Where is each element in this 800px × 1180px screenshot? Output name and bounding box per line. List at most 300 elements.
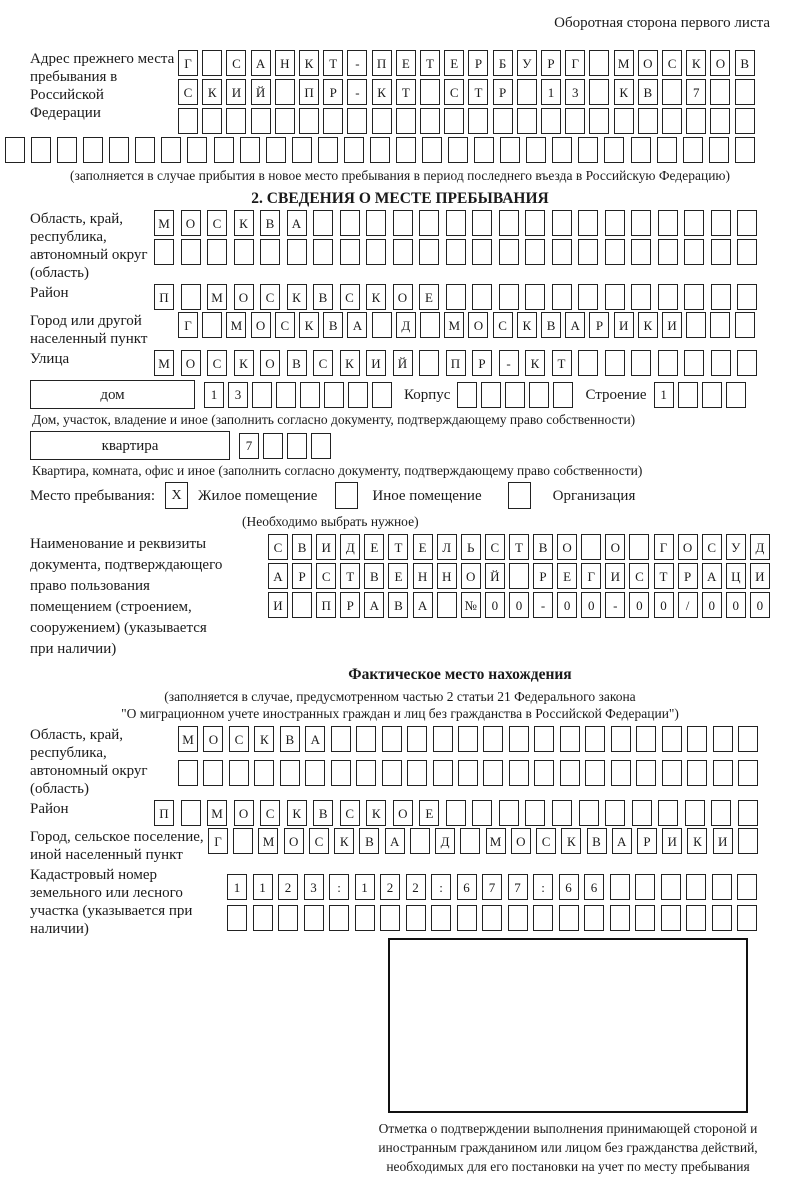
char-cell[interactable]: С (444, 79, 464, 105)
char-cell[interactable]: Е (444, 50, 464, 76)
char-cell[interactable] (726, 382, 746, 408)
char-cell[interactable]: 1 (355, 874, 375, 900)
char-cell[interactable]: У (726, 534, 746, 560)
zhiloe-checkbox[interactable]: X (165, 482, 188, 509)
char-cell[interactable] (280, 760, 300, 786)
char-cell[interactable]: К (234, 350, 254, 376)
char-cell[interactable] (304, 905, 324, 931)
prev-address-row-2[interactable] (178, 79, 755, 105)
char-cell[interactable] (344, 137, 364, 163)
char-cell[interactable]: Т (396, 79, 416, 105)
char-cell[interactable]: О (251, 312, 271, 338)
prev-address-row-1[interactable] (178, 50, 755, 76)
char-cell[interactable] (31, 137, 51, 163)
char-cell[interactable] (589, 108, 609, 134)
char-cell[interactable] (433, 760, 453, 786)
char-cell[interactable] (410, 828, 430, 854)
char-cell[interactable] (203, 760, 223, 786)
char-cell[interactable] (460, 828, 480, 854)
char-cell[interactable]: С (207, 350, 227, 376)
char-cell[interactable]: Е (419, 284, 439, 310)
char-cell[interactable] (560, 726, 580, 752)
char-cell[interactable] (318, 137, 338, 163)
char-cell[interactable] (738, 760, 758, 786)
char-cell[interactable]: 0 (750, 592, 770, 618)
char-cell[interactable] (735, 312, 755, 338)
char-cell[interactable] (662, 726, 682, 752)
char-cell[interactable]: 0 (629, 592, 649, 618)
char-cell[interactable] (446, 210, 466, 236)
char-cell[interactable] (552, 210, 572, 236)
dom-number-row[interactable] (204, 382, 392, 408)
char-cell[interactable] (686, 108, 706, 134)
char-cell[interactable] (437, 592, 457, 618)
char-cell[interactable] (420, 312, 440, 338)
char-cell[interactable] (202, 312, 222, 338)
kvartira-type-box[interactable]: квартира (30, 431, 230, 460)
char-cell[interactable]: 1 (227, 874, 247, 900)
char-cell[interactable]: 2 (380, 874, 400, 900)
char-cell[interactable]: С (485, 534, 505, 560)
char-cell[interactable] (712, 874, 732, 900)
char-cell[interactable]: Й (485, 563, 505, 589)
char-cell[interactable] (419, 239, 439, 265)
char-cell[interactable] (227, 905, 247, 931)
char-cell[interactable] (287, 433, 307, 459)
char-cell[interactable] (534, 760, 554, 786)
oblast-row-2[interactable] (154, 239, 757, 265)
char-cell[interactable] (499, 210, 519, 236)
char-cell[interactable] (472, 210, 492, 236)
char-cell[interactable]: Р (589, 312, 609, 338)
inoe-checkbox[interactable] (335, 482, 358, 509)
char-cell[interactable]: С (662, 50, 682, 76)
char-cell[interactable]: В (313, 800, 333, 826)
char-cell[interactable]: : (329, 874, 349, 900)
char-cell[interactable] (323, 108, 343, 134)
char-cell[interactable]: К (561, 828, 581, 854)
char-cell[interactable] (331, 726, 351, 752)
char-cell[interactable] (493, 108, 513, 134)
char-cell[interactable] (355, 905, 375, 931)
char-cell[interactable] (631, 137, 651, 163)
char-cell[interactable] (292, 137, 312, 163)
char-cell[interactable]: Р (678, 563, 698, 589)
char-cell[interactable]: Г (565, 50, 585, 76)
char-cell[interactable] (420, 79, 440, 105)
char-cell[interactable]: У (517, 50, 537, 76)
char-cell[interactable]: К (287, 284, 307, 310)
char-cell[interactable] (710, 79, 730, 105)
char-cell[interactable]: А (612, 828, 632, 854)
char-cell[interactable]: Д (750, 534, 770, 560)
char-cell[interactable] (181, 284, 201, 310)
char-cell[interactable] (541, 108, 561, 134)
char-cell[interactable] (287, 239, 307, 265)
char-cell[interactable]: И (316, 534, 336, 560)
char-cell[interactable] (57, 137, 77, 163)
char-cell[interactable]: Е (396, 50, 416, 76)
char-cell[interactable] (737, 239, 757, 265)
char-cell[interactable] (610, 905, 630, 931)
char-cell[interactable] (372, 382, 392, 408)
char-cell[interactable] (311, 433, 331, 459)
document-row-1[interactable] (268, 534, 770, 560)
char-cell[interactable]: В (735, 50, 755, 76)
char-cell[interactable] (457, 382, 477, 408)
char-cell[interactable]: 1 (654, 382, 674, 408)
char-cell[interactable] (631, 284, 651, 310)
char-cell[interactable] (712, 905, 732, 931)
char-cell[interactable] (313, 210, 333, 236)
char-cell[interactable] (738, 828, 758, 854)
char-cell[interactable]: П (446, 350, 466, 376)
char-cell[interactable] (709, 137, 729, 163)
char-cell[interactable] (472, 800, 492, 826)
char-cell[interactable] (154, 239, 174, 265)
char-cell[interactable] (253, 905, 273, 931)
char-cell[interactable] (638, 108, 658, 134)
char-cell[interactable]: О (511, 828, 531, 854)
char-cell[interactable]: Е (419, 800, 439, 826)
char-cell[interactable] (585, 760, 605, 786)
char-cell[interactable]: Й (393, 350, 413, 376)
char-cell[interactable]: М (207, 800, 227, 826)
char-cell[interactable]: 6 (559, 874, 579, 900)
char-cell[interactable] (448, 137, 468, 163)
char-cell[interactable]: Д (396, 312, 416, 338)
char-cell[interactable] (446, 284, 466, 310)
char-cell[interactable] (396, 137, 416, 163)
char-cell[interactable]: О (260, 350, 280, 376)
char-cell[interactable] (483, 726, 503, 752)
char-cell[interactable]: 2 (278, 874, 298, 900)
char-cell[interactable] (508, 905, 528, 931)
char-cell[interactable] (735, 79, 755, 105)
prev-address-row-3[interactable] (178, 108, 755, 134)
char-cell[interactable]: К (614, 79, 634, 105)
char-cell[interactable] (738, 726, 758, 752)
char-cell[interactable]: А (565, 312, 585, 338)
char-cell[interactable] (348, 382, 368, 408)
char-cell[interactable] (636, 726, 656, 752)
char-cell[interactable] (578, 239, 598, 265)
char-cell[interactable] (406, 905, 426, 931)
char-cell[interactable] (684, 284, 704, 310)
char-cell[interactable]: В (541, 312, 561, 338)
char-cell[interactable]: О (557, 534, 577, 560)
char-cell[interactable]: Р (493, 79, 513, 105)
char-cell[interactable] (499, 239, 519, 265)
char-cell[interactable]: И (268, 592, 288, 618)
char-cell[interactable]: Ц (726, 563, 746, 589)
char-cell[interactable] (605, 800, 625, 826)
char-cell[interactable]: 0 (654, 592, 674, 618)
char-cell[interactable]: О (468, 312, 488, 338)
char-cell[interactable] (661, 874, 681, 900)
char-cell[interactable] (499, 800, 519, 826)
char-cell[interactable] (631, 210, 651, 236)
char-cell[interactable]: С (260, 800, 280, 826)
char-cell[interactable] (509, 760, 529, 786)
char-cell[interactable]: Р (637, 828, 657, 854)
kadastr-row-2[interactable] (227, 905, 757, 931)
char-cell[interactable] (534, 726, 554, 752)
char-cell[interactable]: 1 (253, 874, 273, 900)
char-cell[interactable]: В (323, 312, 343, 338)
char-cell[interactable] (525, 239, 545, 265)
char-cell[interactable]: О (461, 563, 481, 589)
char-cell[interactable] (5, 137, 25, 163)
char-cell[interactable]: К (202, 79, 222, 105)
char-cell[interactable]: / (678, 592, 698, 618)
stroenie-row[interactable] (654, 382, 746, 408)
kadastr-row-1[interactable] (227, 874, 757, 900)
char-cell[interactable] (472, 239, 492, 265)
char-cell[interactable] (737, 210, 757, 236)
char-cell[interactable] (407, 726, 427, 752)
char-cell[interactable] (483, 760, 503, 786)
char-cell[interactable] (552, 800, 572, 826)
char-cell[interactable]: Ь (461, 534, 481, 560)
char-cell[interactable]: В (313, 284, 333, 310)
char-cell[interactable]: С (536, 828, 556, 854)
char-cell[interactable]: Т (468, 79, 488, 105)
char-cell[interactable]: М (614, 50, 634, 76)
char-cell[interactable] (614, 108, 634, 134)
char-cell[interactable] (589, 79, 609, 105)
actual-oblast-row-1[interactable] (178, 726, 758, 752)
char-cell[interactable] (370, 137, 390, 163)
char-cell[interactable] (560, 760, 580, 786)
char-cell[interactable] (565, 108, 585, 134)
char-cell[interactable]: К (334, 828, 354, 854)
char-cell[interactable]: Н (437, 563, 457, 589)
char-cell[interactable]: Й (251, 79, 271, 105)
char-cell[interactable]: Р (340, 592, 360, 618)
char-cell[interactable]: П (316, 592, 336, 618)
char-cell[interactable]: К (525, 350, 545, 376)
char-cell[interactable] (552, 284, 572, 310)
char-cell[interactable]: Р (323, 79, 343, 105)
char-cell[interactable] (589, 50, 609, 76)
char-cell[interactable]: № (461, 592, 481, 618)
char-cell[interactable] (711, 239, 731, 265)
char-cell[interactable] (578, 350, 598, 376)
char-cell[interactable] (300, 382, 320, 408)
char-cell[interactable] (382, 726, 402, 752)
char-cell[interactable] (662, 760, 682, 786)
char-cell[interactable] (738, 800, 758, 826)
char-cell[interactable] (662, 79, 682, 105)
char-cell[interactable]: С (309, 828, 329, 854)
char-cell[interactable] (178, 108, 198, 134)
char-cell[interactable]: О (284, 828, 304, 854)
char-cell[interactable] (178, 760, 198, 786)
char-cell[interactable] (578, 210, 598, 236)
char-cell[interactable]: 3 (228, 382, 248, 408)
char-cell[interactable] (299, 108, 319, 134)
char-cell[interactable]: 6 (457, 874, 477, 900)
char-cell[interactable]: М (226, 312, 246, 338)
char-cell[interactable] (686, 874, 706, 900)
char-cell[interactable] (240, 137, 260, 163)
char-cell[interactable]: - (347, 79, 367, 105)
char-cell[interactable]: А (702, 563, 722, 589)
char-cell[interactable] (356, 726, 376, 752)
char-cell[interactable]: О (181, 350, 201, 376)
document-row-3[interactable] (268, 592, 770, 618)
char-cell[interactable] (737, 905, 757, 931)
dom-type-box[interactable]: дом (30, 380, 195, 409)
char-cell[interactable]: : (533, 874, 553, 900)
char-cell[interactable]: О (234, 800, 254, 826)
char-cell[interactable]: И (662, 828, 682, 854)
char-cell[interactable]: 7 (508, 874, 528, 900)
char-cell[interactable] (266, 137, 286, 163)
char-cell[interactable] (305, 760, 325, 786)
char-cell[interactable]: 7 (686, 79, 706, 105)
char-cell[interactable]: С (207, 210, 227, 236)
char-cell[interactable] (658, 239, 678, 265)
char-cell[interactable]: Д (435, 828, 455, 854)
char-cell[interactable] (252, 382, 272, 408)
char-cell[interactable] (419, 210, 439, 236)
char-cell[interactable]: И (750, 563, 770, 589)
char-cell[interactable]: М (154, 210, 174, 236)
char-cell[interactable] (713, 760, 733, 786)
char-cell[interactable] (366, 210, 386, 236)
char-cell[interactable] (631, 239, 651, 265)
char-cell[interactable]: О (393, 284, 413, 310)
char-cell[interactable] (161, 137, 181, 163)
char-cell[interactable]: С (268, 534, 288, 560)
char-cell[interactable] (605, 284, 625, 310)
char-cell[interactable] (533, 905, 553, 931)
char-cell[interactable] (509, 563, 529, 589)
char-cell[interactable]: К (340, 350, 360, 376)
char-cell[interactable] (710, 312, 730, 338)
char-cell[interactable]: В (638, 79, 658, 105)
char-cell[interactable]: 1 (541, 79, 561, 105)
char-cell[interactable] (422, 137, 442, 163)
char-cell[interactable] (407, 760, 427, 786)
char-cell[interactable]: П (154, 284, 174, 310)
char-cell[interactable] (509, 726, 529, 752)
char-cell[interactable]: В (587, 828, 607, 854)
char-cell[interactable]: Т (388, 534, 408, 560)
char-cell[interactable] (481, 382, 501, 408)
char-cell[interactable] (578, 137, 598, 163)
org-checkbox[interactable] (508, 482, 531, 509)
char-cell[interactable] (711, 800, 731, 826)
char-cell[interactable] (202, 108, 222, 134)
char-cell[interactable] (662, 108, 682, 134)
prev-address-row-4[interactable] (5, 137, 755, 163)
char-cell[interactable]: О (181, 210, 201, 236)
char-cell[interactable]: Т (420, 50, 440, 76)
char-cell[interactable]: А (251, 50, 271, 76)
char-cell[interactable] (737, 874, 757, 900)
char-cell[interactable]: Р (541, 50, 561, 76)
char-cell[interactable] (419, 350, 439, 376)
char-cell[interactable]: С (629, 563, 649, 589)
char-cell[interactable]: Е (557, 563, 577, 589)
char-cell[interactable]: О (393, 800, 413, 826)
char-cell[interactable] (482, 905, 502, 931)
char-cell[interactable]: Г (581, 563, 601, 589)
char-cell[interactable]: Р (468, 50, 488, 76)
char-cell[interactable]: И (605, 563, 625, 589)
char-cell[interactable]: К (254, 726, 274, 752)
char-cell[interactable]: 1 (204, 382, 224, 408)
char-cell[interactable] (292, 592, 312, 618)
char-cell[interactable] (687, 760, 707, 786)
char-cell[interactable]: К (234, 210, 254, 236)
char-cell[interactable]: С (340, 284, 360, 310)
char-cell[interactable]: К (686, 50, 706, 76)
char-cell[interactable] (711, 284, 731, 310)
char-cell[interactable] (382, 760, 402, 786)
char-cell[interactable] (737, 284, 757, 310)
char-cell[interactable]: С (702, 534, 722, 560)
char-cell[interactable]: П (154, 800, 174, 826)
actual-oblast-row-2[interactable] (178, 760, 758, 786)
char-cell[interactable] (329, 905, 349, 931)
char-cell[interactable]: Т (323, 50, 343, 76)
char-cell[interactable] (356, 760, 376, 786)
char-cell[interactable] (552, 239, 572, 265)
char-cell[interactable]: К (687, 828, 707, 854)
char-cell[interactable] (517, 79, 537, 105)
char-cell[interactable]: 7 (239, 433, 259, 459)
char-cell[interactable]: К (299, 312, 319, 338)
char-cell[interactable]: - (533, 592, 553, 618)
char-cell[interactable]: 3 (565, 79, 585, 105)
char-cell[interactable] (678, 382, 698, 408)
char-cell[interactable]: А (347, 312, 367, 338)
char-cell[interactable]: А (287, 210, 307, 236)
char-cell[interactable] (525, 210, 545, 236)
char-cell[interactable]: В (364, 563, 384, 589)
char-cell[interactable] (420, 108, 440, 134)
char-cell[interactable] (605, 239, 625, 265)
char-cell[interactable] (468, 108, 488, 134)
char-cell[interactable]: О (234, 284, 254, 310)
char-cell[interactable]: М (486, 828, 506, 854)
char-cell[interactable]: Е (413, 534, 433, 560)
char-cell[interactable] (275, 79, 295, 105)
char-cell[interactable]: 0 (557, 592, 577, 618)
char-cell[interactable] (187, 137, 207, 163)
char-cell[interactable]: С (340, 800, 360, 826)
char-cell[interactable]: Т (654, 563, 674, 589)
char-cell[interactable]: П (372, 50, 392, 76)
char-cell[interactable]: 3 (304, 874, 324, 900)
char-cell[interactable] (658, 284, 678, 310)
char-cell[interactable]: М (444, 312, 464, 338)
char-cell[interactable]: С (275, 312, 295, 338)
char-cell[interactable] (685, 800, 705, 826)
char-cell[interactable] (684, 239, 704, 265)
char-cell[interactable]: Т (509, 534, 529, 560)
char-cell[interactable]: 0 (581, 592, 601, 618)
char-cell[interactable]: С (313, 350, 333, 376)
rayon-row[interactable] (154, 284, 757, 310)
char-cell[interactable] (229, 760, 249, 786)
char-cell[interactable] (457, 905, 477, 931)
char-cell[interactable]: К (372, 79, 392, 105)
